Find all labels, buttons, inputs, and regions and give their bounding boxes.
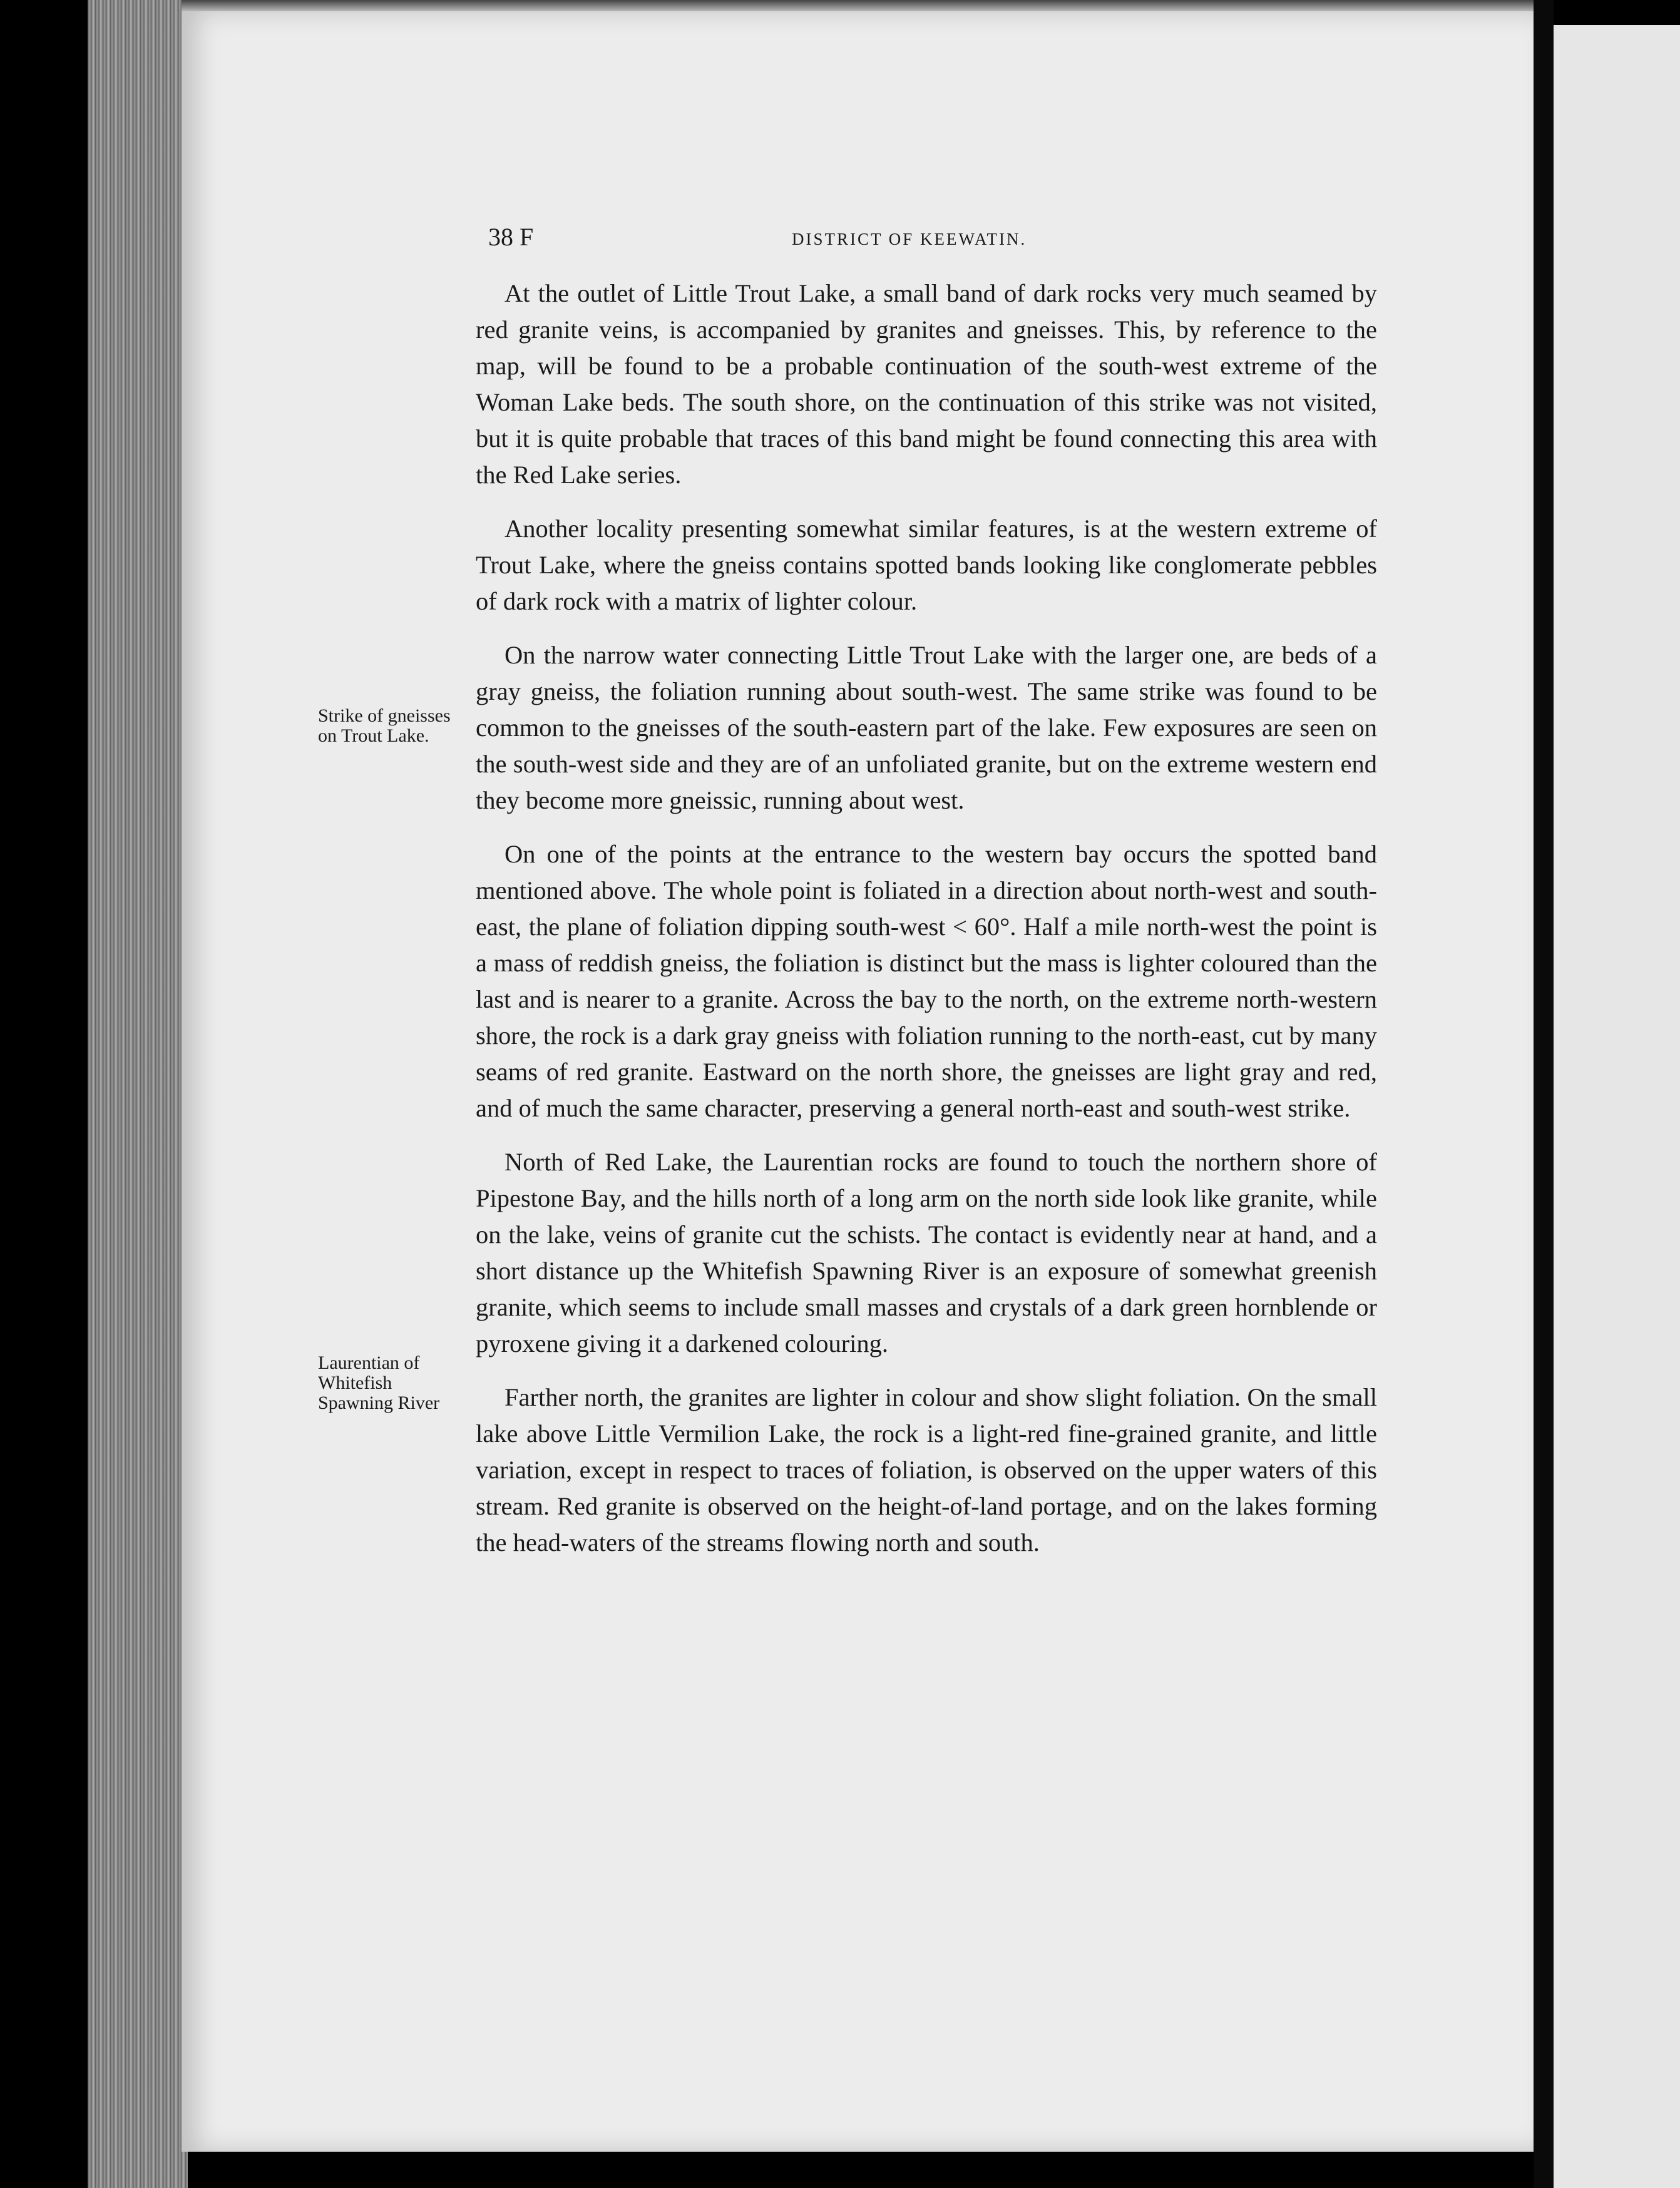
book-page-stack <box>88 0 188 2188</box>
margin-note: Laurentian of Whitefish Spawning River <box>318 1352 440 1413</box>
page-header <box>488 222 1371 253</box>
paragraph: On one of the points at the entrance to the western bay occurs the spotted band mentioned above. The whole point is foliated in a direction about north-west and south-east, the plane of foliation dipping south-west < 60°. Half a mile north-west the point is a mass of reddish gneiss, the foliation is distinct but the mass is lighter coloured than the last and is nearer to a granite. Across the bay to the north, on the extreme north-western shore, the rock is a dark gray gneiss with foliation running to the north-east, cut by many seams of red granite. Eastward on the north shore, the gneisses are light gray and red, and of much the same character, preserving a general north-east and south-west strike. <box>476 840 1377 1122</box>
margin-note: Strike of gneisses on Trout Lake. <box>318 705 451 746</box>
paragraph: Farther north, the granites are lighter in colour and show slight foliation. On the small lake above Little Vermilion Lake, the rock is a light-red fine-grained granite, and little variation, except in respect to traces of foliation, is observed on the upper waters of this stream. Red granite is observed on the height-of-land portage, and on the lakes forming the head-waters of the streams flowing north and south. <box>476 1383 1377 1557</box>
paragraph: North of Red Lake, the Laurentian rocks are found to touch the northern shore of Pipestone Bay, and the hills north of a long arm on the north side look like granite, while on the lake, veins of granite cut the schists. The contact is evidently near at hand, and a short distance up the Whitefish Spawning River is an exposure of somewhat greenish granite, which seems to include small masses and crystals of a dark green hornblende or pyroxene giving it a darkened colouring. <box>476 1148 1377 1357</box>
body-text <box>476 275 1377 1578</box>
running-title: DISTRICT OF KEEWATIN. <box>792 230 1027 248</box>
facing-page-edge <box>1554 25 1680 2188</box>
scan-left-margin <box>0 0 88 2188</box>
paragraph: On the narrow water connecting Little Trout Lake with the larger one, are beds of a gray gneiss, the foliation running about south-west. The same strike was found to be common to the gneisses of the south-eastern part of the lake. Few exposures are seen on the south-west side and they are of an unfoliated granite, but on the extreme western end they become more gneissic, running about west. <box>476 641 1377 814</box>
page-number: 38 F <box>488 223 534 251</box>
paragraph: At the outlet of Little Trout Lake, a small band of dark rocks very much seamed by red granite veins, is accompanied by granites and gneisses. This, by reference to the map, will be found to be a probable continuation of the south-west extreme of the Woman Lake beds. The south shore, on the continuation of this strike was not visited, but it is quite probable that traces of this band might be found connecting this area with the Red Lake series. <box>476 279 1377 489</box>
paragraph: Another locality presenting somewhat similar features, is at the western extreme of Trout Lake, where the gneiss contains spotted bands looking like conglomerate pebbles of dark rock with a matrix of lighter colour. <box>476 514 1377 615</box>
book-gutter <box>1534 0 1554 2188</box>
